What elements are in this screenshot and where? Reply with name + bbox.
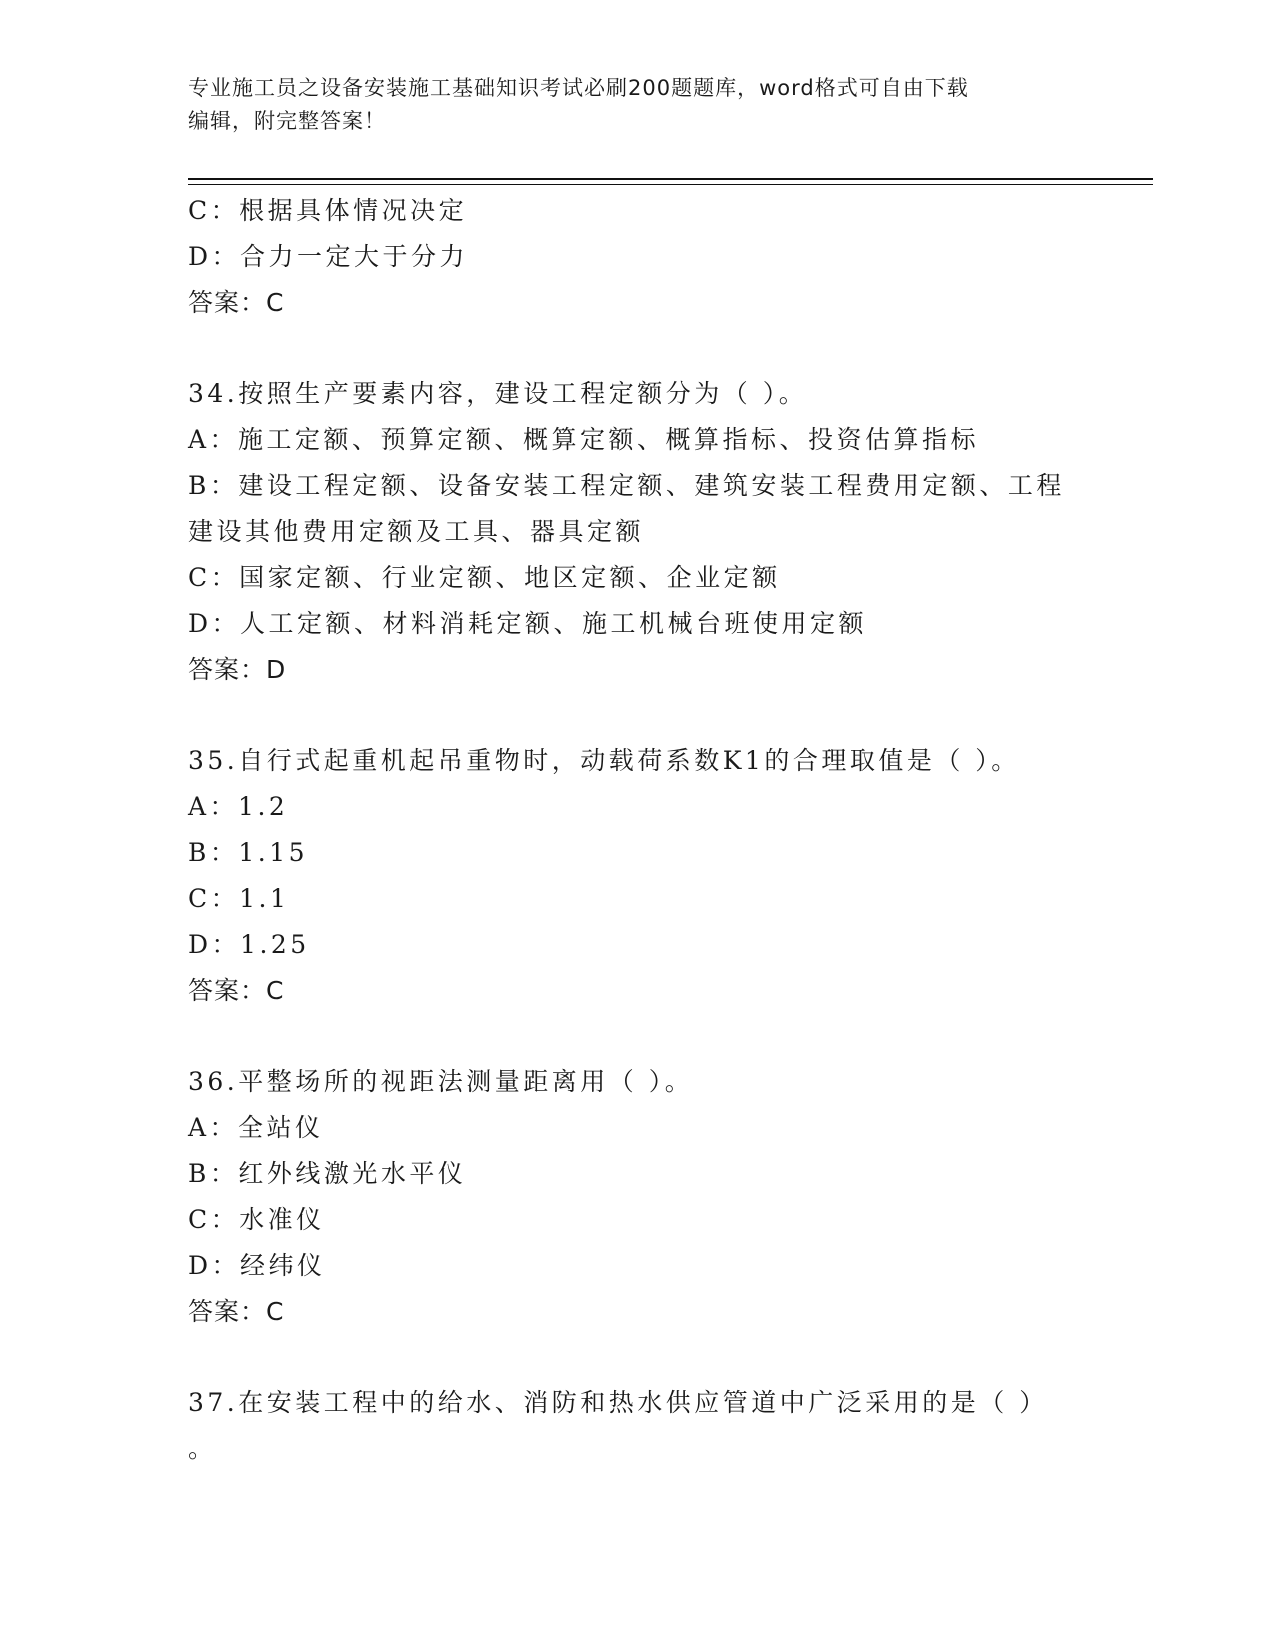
option-d: D：合力一定大于分力: [188, 242, 469, 271]
option-b-line-2: 建设其他费用定额及工具、器具定额: [188, 517, 645, 546]
spacer: [188, 1014, 1088, 1059]
option-c: C：1.1: [188, 884, 290, 913]
header-divider-thick: [188, 178, 1153, 180]
option-b-line-1: B：建设工程定额、设备安装工程定额、建筑安装工程费用定额、工程: [188, 471, 1065, 500]
option-d: D：人工定额、材料消耗定额、施工机械台班使用定额: [188, 609, 868, 638]
option-d: D：1.25: [188, 930, 310, 959]
document-header: [188, 72, 1068, 138]
header-title-line-2: 编辑，附完整答案！: [188, 109, 386, 133]
option-c: C：根据具体情况决定: [188, 196, 468, 225]
option-b: B：红外线激光水平仪: [188, 1159, 467, 1188]
option-a: A：施工定额、预算定额、概算定额、概算指标、投资估算指标: [188, 425, 980, 454]
question-block-36: [188, 1059, 1088, 1335]
question-text: 34.按照生产要素内容，建设工程定额分为（ ）。: [188, 379, 808, 408]
spacer: [188, 1335, 1088, 1380]
option-c: C：水准仪: [188, 1205, 325, 1234]
answer-line: 答案：C: [188, 976, 285, 1005]
question-block-35: [188, 738, 1088, 1014]
option-a: A：1.2: [188, 792, 289, 821]
answer-line: 答案：C: [188, 288, 285, 317]
question-block-34: [188, 371, 1088, 693]
option-b: B：1.15: [188, 838, 309, 867]
option-c: C：国家定额、行业定额、地区定额、企业定额: [188, 563, 781, 592]
header-title-line-1: 专业施工员之设备安装施工基础知识考试必刷200题题库，word格式可自由下载: [188, 76, 969, 100]
spacer: [188, 326, 1088, 371]
answer-line: 答案：D: [188, 655, 287, 684]
spacer: [188, 693, 1088, 738]
option-d: D：经纬仪: [188, 1251, 326, 1280]
answer-line: 答案：C: [188, 1297, 285, 1326]
question-block-37: [188, 1380, 1088, 1472]
question-text: 35.自行式起重机起吊重物时，动载荷系数K1的合理取值是（ ）。: [188, 746, 1020, 775]
question-block-33: [188, 188, 1088, 326]
question-text: 36.平整场所的视距法测量距离用（ ）。: [188, 1067, 694, 1096]
question-list: [188, 188, 1088, 1472]
option-a: A：全站仪: [188, 1113, 324, 1142]
question-text-line-1: 37.在安装工程中的给水、消防和热水供应管道中广泛采用的是（ ）: [188, 1388, 1048, 1417]
question-text-line-2: 。: [188, 1434, 217, 1463]
header-divider-thin: [188, 184, 1153, 185]
